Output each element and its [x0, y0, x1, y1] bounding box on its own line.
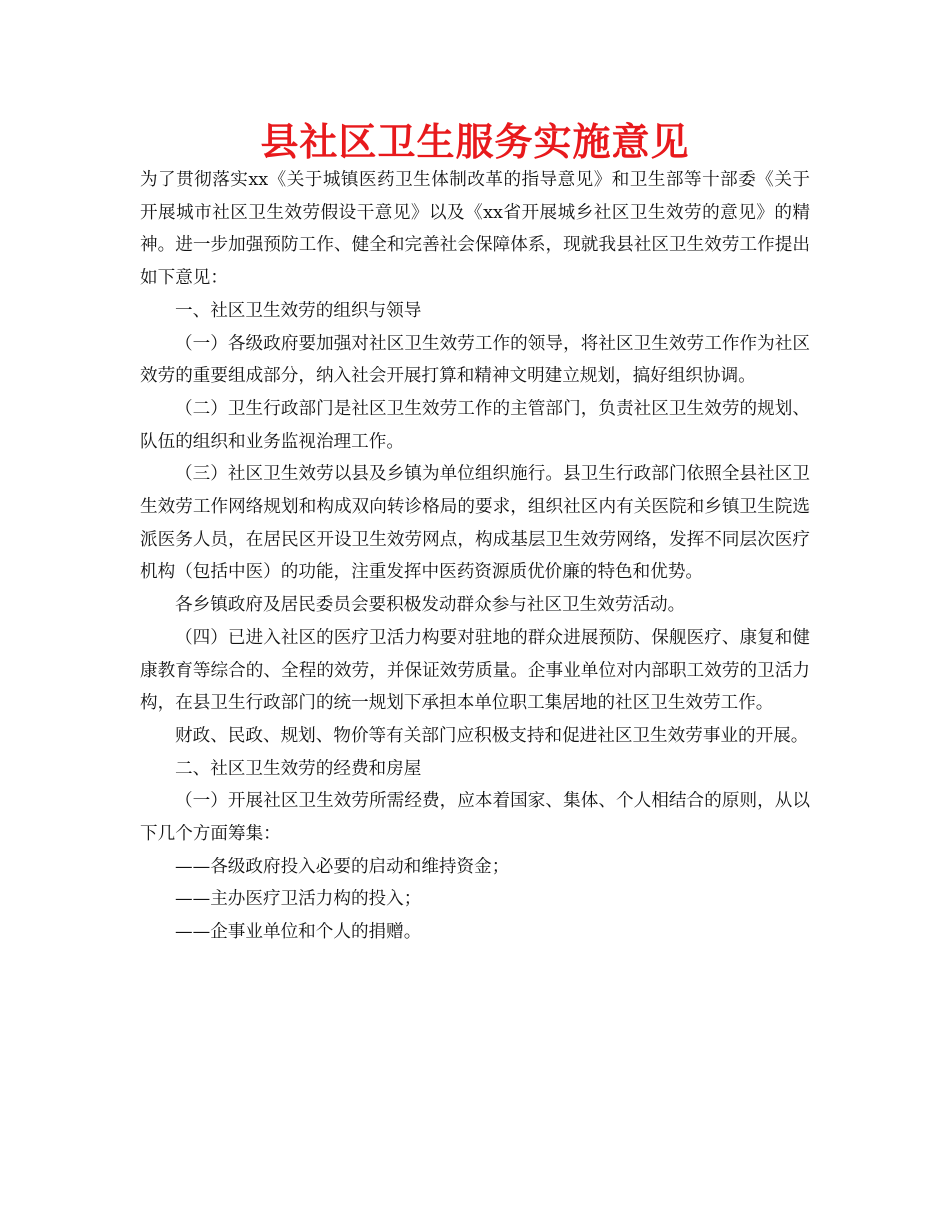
paragraph-item-1-3: （三）社区卫生效劳以县及乡镇为单位组织施行。县卫生行政部门依照全县社区卫生效劳工作网络规划和构成双向转诊格局的要求，组织社区内有关医院和乡镇卫生院选派医务人员，在居民区开设卫生效劳网点，构成基层卫生效劳网络，发挥不同层次医疗机构（包括中医）的功能，注重发挥中医药资源质优价廉的特色和优势。 — [140, 464, 810, 583]
paragraph-item-1-3-note: 各乡镇政府及居民委员会要积极发动群众参与社区卫生效劳活动。 — [175, 595, 686, 616]
funding-source-item: ——企事业单位和个人的捐赠。 — [175, 922, 422, 943]
section-heading-organization: 一、社区卫生效劳的组织与领导 — [175, 300, 422, 321]
paragraph-intro: 为了贯彻落实xx《关于城镇医药卫生体制改革的指导意见》和卫生部等十部委《关于开展城市社区卫生效劳假设干意见》以及《xx省开展城乡社区卫生效劳的意见》的精神。进一步加强预防工作、健全和完善社会保障体系，现就我县社区卫生效劳工作提出如下意见： — [140, 170, 810, 289]
section-heading-funding: 二、社区卫生效劳的经费和房屋 — [175, 758, 422, 779]
paragraph-item-1-2: （二）卫生行政部门是社区卫生效劳工作的主管部门，负责社区卫生效劳的规划、队伍的组织和业务监视治理工作。 — [140, 398, 810, 452]
paragraph-item-1-4-note: 财政、民政、规划、物价等有关部门应积极支持和促进社区卫生效劳事业的开展。 — [175, 725, 809, 746]
paragraph-item-1-4: （四）已进入社区的医疗卫活力构要对驻地的群众进展预防、保舰医疗、康复和健康教育等综合的、全程的效劳，并保证效劳质量。企事业单位对内部职工效劳的卫活力构，在县卫生行政部门的统一规划下承担本单位职工集居地的社区卫生效劳工作。 — [140, 627, 810, 714]
document-body — [140, 164, 810, 949]
paragraph-item-2-1: （一）开展社区卫生效劳所需经费，应本着国家、集体、个人相结合的原则，从以下几个方面筹集： — [140, 791, 810, 845]
funding-source-item: ——主办医疗卫活力构的投入； — [175, 889, 422, 910]
funding-source-item: ——各级政府投入必要的启动和维持资金； — [175, 856, 510, 877]
document-title: 县社区卫生服务实施意见 — [260, 120, 690, 164]
paragraph-item-1-1: （一）各级政府要加强对社区卫生效劳工作的领导，将社区卫生效劳工作作为社区效劳的重要组成部分，纳入社会开展打算和精神文明建立规划，搞好组织协调。 — [140, 333, 810, 387]
